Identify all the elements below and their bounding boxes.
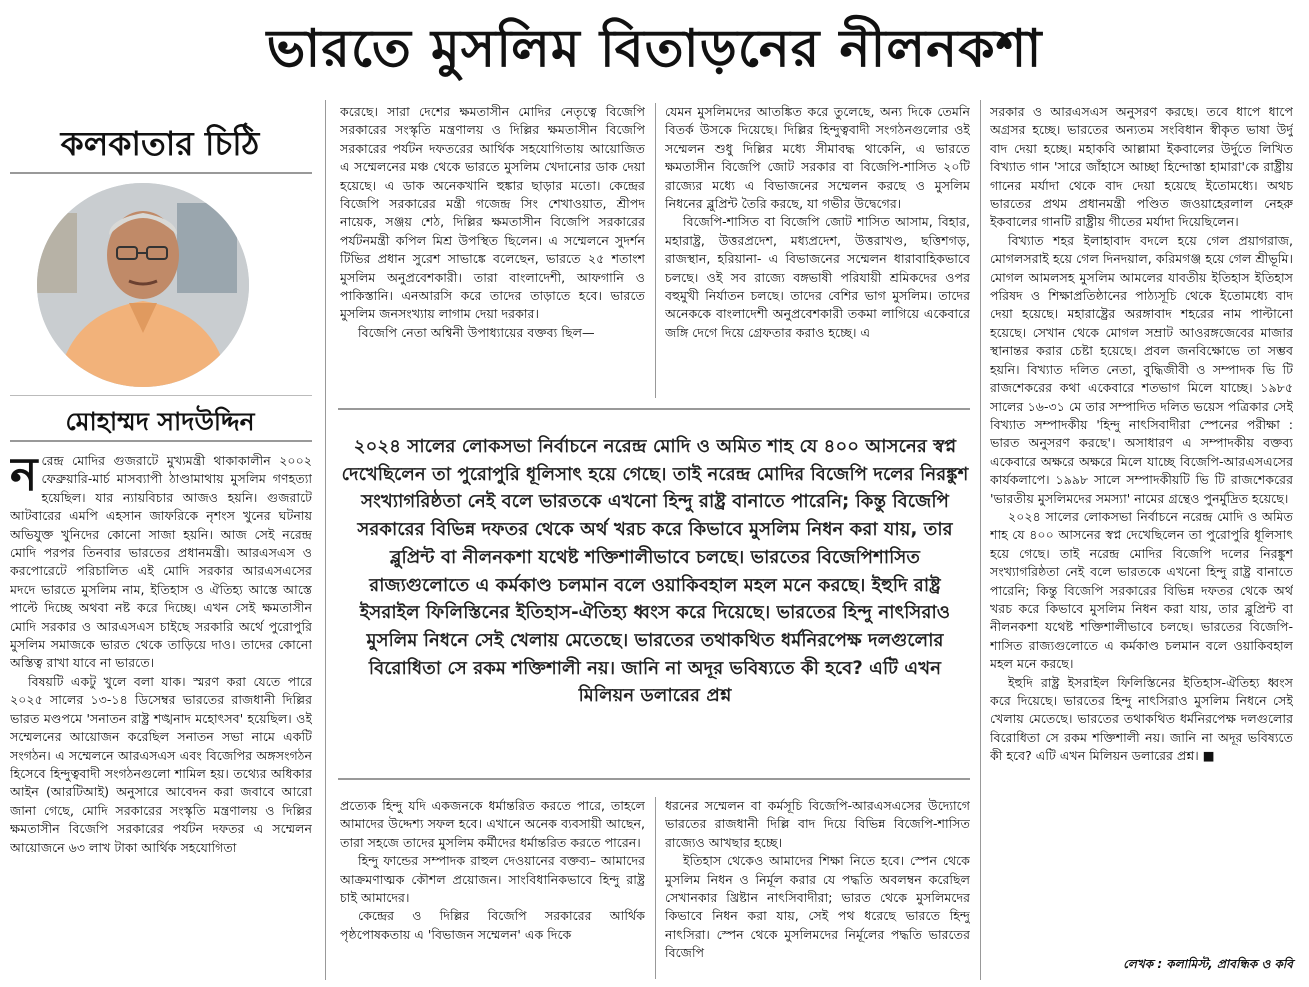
column-title: কলকাতার চিঠি [60, 124, 260, 163]
paragraph: বিখ্যাত শহর ইলাহাবাদ বদলে হয়ে গেল প্রয়াগরাজ, মোগলসরাই হয়ে গেল দিনদয়াল, করিমগঞ্জ হয়ে গেল শ্রীভূমি। মোগল আমলসহ মুসলিম আমলের যাবতীয় ইতিহাস ইতিহাস পরিষদ ও শিক্ষাপ্রতিষ্ঠানের পাঠ্যসূচি থেকে ইতোমধ্যে বাদ দেয়া হয়েছে। মহারাষ্ট্রের অরঙ্গাবাদ শহরের নাম পাল্টানো হয়েছে। সেখান থেকে মোগল সম্রাট আওরঙ্গজেবের মাজার স্থানান্তর করার চেষ্টা হয়েছে। প্রবল জনবিক্ষোভে তা সম্ভব হয়নি। বিখ্যাত দলিত নেতা, বুদ্ধিজীবী ও সম্পাদক ভি টি রাজশেকরের কথা একেবারে শতভাগ মিলে যাচ্ছে। ১৯৮৫ সালের ১৬-৩১ মে তার সম্পাদিত দলিত ভয়েস পত্রিকার সেই বিখ্যাত সম্পাদকীয় 'হিন্দু নাৎসিবাদীরা স্পেনের পরীক্ষা : ভারত অনুসরণ করছে'। অসাধারণ এ সম্পাদকীয় বক্তব্য একেবারে অক্ষরে অক্ষরে মিলে যাচ্ছে বিজেপি-আরএসএসের কার্যকলাপে। ১৯৯৮ সালে সম্পাদকীয়টি ভি টি রাজশেকরের 'ভারতীয় মুসলিমদের সমস্যা' নামের গ্রন্থেও পুনর্মুদ্রিত হয়েছে। [990, 232, 1293, 506]
paragraph: বিজেপি নেতা অশ্বিনী উপাধ্যায়ের বক্তব্য ছিল— [358, 324, 595, 340]
pull-quote: ২০২৪ সালের লোকসভা নির্বাচনে নরেন্দ্র মোদি ও অমিত শাহ যে ৪০০ আসনের স্বপ্ন দেখেছিলেন তা পুরোপুরি ধূলিসাৎ হয়ে গেছে। তাই নরেন্দ্র মোদির বিজেপি দলের নিরঙ্কুশ সংখ্যাগরিষ্ঠতা নেই বলে ভারতকে এখনো হিন্দু রাষ্ট্র বানাতে পারেনি; কিন্তু বিজেপি সরকারের বিভিন্ন দফতর থেকে অর্থ খরচ করে কিভাবে মুসলিম নিধন করা যায়, তার ব্লুপ্রিন্ট বা নীলনকশা যথেষ্ট শক্তিশালীভাবে চলছে। ভারতের বিজেপিশাসিত রাজ্যগুলোতে এ কর্মকাণ্ড চলমান বলে ওয়াকিবহাল মহল মনে করছে। ইহুদি রাষ্ট্র ইসরাইল ফিলিস্তিনের ইতিহাস-ঐতিহ্য ধ্বংস করে দিয়েছে। ভারতের হিন্দু নাৎসিরাও মুসলিম নিধনে সেই খেলায় মেতেছে। ভারতের তথাকথিত ধর্মনিরপেক্ষ দলগুলোর বিরোধিতা সে রকম শক্তিশালী নয়। জানি না অদূর ভবিষ্যতে কী হবে? এটি এখন মিলিয়ন ডলারের প্রশ্ন [341, 436, 969, 707]
divider [10, 440, 312, 442]
lead-text: রেন্দ্র মোদির গুজরাটে মুখ্যমন্ত্রী থাকাকালীন ২০০২ ফেব্রুয়ারি-মার্চ মাসব্যাপী ঠাণ্ডামাথায় মুসলিম গণহত্যা হয়েছিল। যার ন্যায়বিচার আজও হয়নি। গুজরাটে আটবারের এমপি এহসান জাফরিকে নৃশংস খুনের ঘটনায় অভিযুক্ত খুনিদের কোনো সাজা হয়নি। আজ সেই নরেন্দ্র মোদি পরপর তিনবার ভারতের প্রধানমন্ত্রী। আরএসএস ও করপোরেটে পরিচালিত এই মোদি সরকার আরএসএসের মদদে ভারতে মুসলিম নাম, ইতিহাস ও ঐতিহ্য আস্তে আস্তে পাল্টে দিচ্ছে অথবা নষ্ট করে দিচ্ছে। এখন সেই ক্ষমতাসীন মোদি সরকার ও আরএসএস চাইছে সরকারি অর্থে পুরোপুরি মুসলিম সমাজকে ভারত থেকে তাড়িয়ে দাও। তাদের কোনো অস্তিত্ব রাখা যাবে না ভারতে। [10, 453, 312, 671]
article-column-2-top [340, 103, 645, 398]
author-credit: লেখক : কলামিস্ট, প্রাবন্ধিক ও কবি [1123, 957, 1293, 971]
paragraph: ইহুদি রাষ্ট্র ইসরাইল ফিলিস্তিনের ইতিহাস-ঐতিহ্য ধ্বংস করে দিয়েছে। ভারতের হিন্দু নাৎসিরাও মুসলিম নিধনে সেই খেলায় মেতেছে। ভারতের তথাকথিত ধর্মনিরপেক্ষ দলগুলোর বিরোধিতা সে রকম শক্তিশালী নয়। জানি না অদূর ভবিষ্যতে কী হবে? এটি এখন মিলিয়ন ডলারের প্রশ্ন। ■ [990, 674, 1293, 764]
pullquote-top-rule [338, 408, 970, 410]
article-column-3-top [665, 103, 970, 398]
author-portrait-image [37, 183, 249, 387]
article-column-3-bottom [665, 797, 970, 979]
article-column-1 [10, 452, 312, 980]
article-column-2-bottom [340, 797, 645, 979]
paragraph: বিষয়টি একটু খুলে বলা যাক। স্মরণ করা যেতে পারে ২০২৫ সালের ১৩-১৪ ডিসেম্বর ভারতের রাজধানী দিল্লির ভারত মণ্ডপমে 'সনাতন রাষ্ট্র শঙ্খনাদ মহোৎসব' হয়েছিল। ওই সম্মেলনের আয়োজন করেছিল সনাতন সভা নামে একটি সংগঠন। এ সম্মেলনে আরএসএস এবং বিজেপির অঙ্গসংগঠন হিসেবে হিন্দুত্ববাদী সংগঠনগুলো শামিল হয়। তথ্যের অধিকার আইন (আরটিআই) অনুসারে আবেদন করা জবাবে আরো জানা গেছে, মোদি সরকারের সংস্কৃতি মন্ত্রণালয় ও দিল্লির ক্ষমতাসীন বিজেপি সরকারের পর্যটন দফতর এ সম্মেলন আয়োজনে ৬৩ লাখ টাকা আর্থিক সহযোগিতা [10, 673, 312, 855]
article-column-4 [990, 103, 1293, 953]
paragraph: কেন্দ্রের ও দিল্লির বিজেপি সরকারের আর্থিক পৃষ্ঠপোষকতায় এ 'বিভাজন সম্মেলন' এক দিকে [340, 908, 645, 942]
paragraph: প্রত্যেক হিন্দু যদি একজনকে ধর্মান্তরিত করতে পারে, তাহলে আমাদের উদ্দেশ্য সফল হবে। এখানে অনেক ব্যবসায়ী আছেন, তারা সহজে তাদের মুসলিম কর্মীদের ধর্মান্তরিত করতে পারেন। [340, 798, 645, 850]
author-name: মোহাম্মদ সাদউদ্দিন [65, 407, 255, 436]
headline: ভারতে মুসলিম বিতাড়নের নীলনকশা [266, 19, 1043, 79]
lead-paragraph [10, 452, 312, 673]
paragraph: বিজেপি-শাসিত বা বিজেপি জোট শাসিত আসাম, বিহার, মহারাষ্ট্র, উত্তরপ্রদেশ, মধ্যপ্রদেশ, উত্তরাখণ্ড, ছত্তিশগড়, রাজস্থান, হরিয়ানা- এ বিভাজনের সম্মেলন ধারাবাহিকভাবে চলছে। ওই সব রাজ্যে বঙ্গভাষী পরিযায়ী শ্রমিকদের ওপর বহুমুখী নির্যাতন চলছে। তাদের বেশির ভাগ মুসলিম। তাদের অনেককে বাংলাদেশী অনুপ্রবেশকারী তকমা লাগিয়ে একেবারে জঙ্গি দেগে দিয়ে গ্রেফতার করাও হচ্ছে। এ [665, 214, 970, 340]
column-divider [980, 100, 981, 980]
paragraph: করেছে। সারা দেশের ক্ষমতাসীন মোদির নেতৃত্বে বিজেপি সরকারের সংস্কৃতি মন্ত্রণালয় ও দিল্লির ক্ষমতাসীন বিজেপি সরকারের পর্যটন দফতরের আর্থিক সহযোগিতায় আয়োজিত এ সম্মেলনের মঞ্চ থেকে ভারতে মুসলিম খেদানোর ডাক দেয়া হয়েছে। এ ডাক অনেকখানি হুঙ্কার ছাড়ার মতো। কেন্দ্রের বিজেপি সরকারের মন্ত্রী গজেন্দ্র সিং শেখাওয়াত, শ্রীপদ নায়েক, সঞ্জয় শেঠ, দিল্লির ক্ষমতাসীন বিজেপি সরকারের পর্যটনমন্ত্রী কপিল মিশ্র উপস্থিত ছিলেন। এ সম্মেলনে সুদর্শন টিভির প্রধান সুরেশ সাভাঙ্কে বলেছেন, ভারতে ২৫ শতাংশ মুসলিম অনুপ্রবেশকারী। তারা বাংলাদেশী, আফগানি ও পাকিস্তানি। এনআরসি করে তাদের তাড়াতে হবে। ভারতে মুসলিম জনসংখ্যায় লাগাম দেয়া দরকার। [340, 104, 645, 322]
divider [10, 172, 312, 174]
pullquote-bottom-rule [338, 778, 970, 780]
paragraph: সরকার ও আরএসএস অনুসরণ করছে। তবে ধাপে ধাপে অগ্রসর হচ্ছে। ভারতের অন্যতম সংবিধান স্বীকৃত ভাষা উর্দু বাদ দেয়া হচ্ছে। মহাকবি আল্লামা ইকবালের উর্দুতে লিখিত বিখ্যাত গান 'সারে জাঁহাসে আচ্ছা হিন্দোস্তা হামারা'কে রাষ্ট্রীয় গানের মর্যাদা থেকে বাদ দেয়া হয়েছে ইতোমধ্যে। অথচ ভারতের প্রথম প্রধানমন্ত্রী পণ্ডিত জওয়াহেরলাল নেহরু ইকবালের গানটি রাষ্ট্রীয় গীতের মর্যাদা দিয়েছিলেন। [990, 104, 1293, 230]
paragraph: ইতিহাস থেকেও আমাদের শিক্ষা নিতে হবে। স্পেন থেকে মুসলিম নিধন ও নির্মূল করার যে পদ্ধতি অবলম্বন করেছিল সেখানকার খ্রিষ্টান নাৎসিবাদীরা; ভারত থেকে মুসলিমদের কিভাবে নিধন করা যায়, সেই পথ ধরেছে ভারতে হিন্দু নাৎসিরা। স্পেন থেকে মুসলিমদের নির্মূলের পদ্ধতি ভারতের বিজেপি [665, 853, 970, 961]
paragraph: হিন্দু ফান্ডের সম্পাদক রাহুল দেওয়ানের বক্তব্য– আমাদের আক্রমণাত্মক কৌশল প্রয়োজন। সাংবিধানিকভাবে হিন্দু রাষ্ট্র চাই আমাদের। [340, 853, 645, 906]
column-divider [325, 100, 326, 980]
author-photo [37, 183, 249, 387]
dropcap: ন [10, 452, 38, 501]
paragraph: ধরনের সম্মেলন বা কর্মসূচি বিজেপি-আরএসএসের উদ্যোগে ভারতের রাজধানী দিল্লি বাদ দিয়ে বিভিন্ন বিজেপি-শাসিত রাজ্যেও আখছার হচ্ছে। [665, 798, 970, 850]
column-divider [655, 103, 656, 398]
column-divider [655, 797, 656, 979]
paragraph: ২০২৪ সালের লোকসভা নির্বাচনে নরেন্দ্র মোদি ও অমিত শাহ যে ৪০০ আসনের স্বপ্ন দেখেছিলেন তা পুরোপুরি ধূলিসাৎ হয়ে গেছে। তাই নরেন্দ্র মোদির বিজেপি দলের নিরঙ্কুশ সংখ্যাগরিষ্ঠতা নেই বলে ভারতকে এখনো হিন্দু রাষ্ট্র বানাতে পারেনি; কিন্তু বিজেপি সরকারের বিভিন্ন দফতর থেকে অর্থ খরচ করে কিভাবে মুসলিম নিধন করা যায়, তার ব্লুপ্রিন্ট বা নীলনকশা যথেষ্ট শক্তিশালীভাবে চলছে। ভারতের বিজেপি-শাসিত রাজ্যগুলোতে এ কর্মকাণ্ড চলমান বলে ওয়াকিবহাল মহল মনে করছে। [990, 508, 1293, 672]
divider [10, 395, 312, 396]
paragraph: যেমন মুসলিমদের আতঙ্কিত করে তুলেছে, অন্য দিকে তেমনি বিতর্ক উসকে দিয়েছে। দিল্লির হিন্দুত্ববাদী সংগঠনগুলোর ওই সম্মেলন শুধু দিল্লির মধ্যে সীমাবদ্ধ থাকেনি, এ ভারতে ক্ষমতাসীন বিজেপি জোট সরকার বা বিজেপি-শাসিত ২০টি রাজ্যের মধ্যে এ বিভাজনের সম্মেলন করছে ও মুসলিম নিধনের ব্লুপ্রিন্ট তৈরি করছে, যা গভীর উদ্বেগের। [665, 104, 970, 212]
